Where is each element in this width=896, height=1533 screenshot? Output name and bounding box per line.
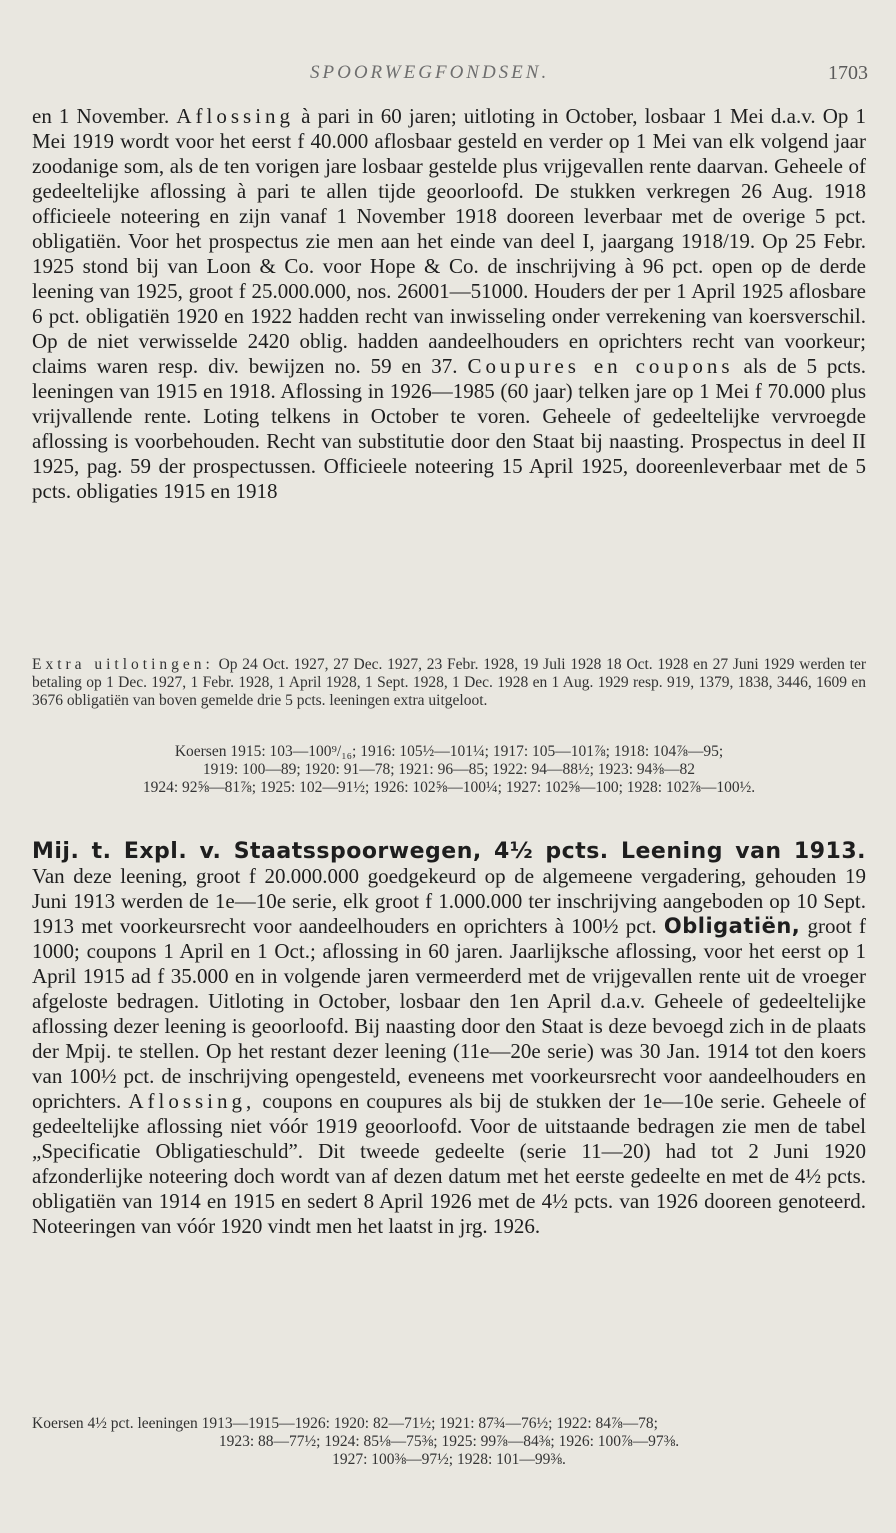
quotes-line: 1927: 100⅜—97½; 1928: 101—99⅜. (332, 1451, 566, 1468)
entry-staatsspoorwegen-1913 (32, 839, 866, 1239)
entry-heading: Mij. t. Expl. v. Staatsspoorwegen, 4½ pcts. Leening van 1913. (32, 839, 866, 864)
spaced-term-aflossing: Aflossing (176, 104, 295, 128)
spaced-term-extra: Extra uitlotingen: (32, 656, 214, 673)
quotes-line: 1919: 100—89; 1920: 91—78; 1921: 96—85; 1922: 94—88½; 1923: 94⅜—82 (202, 761, 696, 778)
quotes-line: 1923: 88—77½; 1924: 85⅛—75⅜; 1925: 99⅞—84⅜; 1926: 100⅞—97⅜. (218, 1433, 680, 1450)
spaced-term-aflossing: Aflossing, (128, 1089, 256, 1113)
extra-drawings-note (32, 656, 866, 710)
paragraph-continuation (32, 104, 866, 504)
paragraph-text: en 1 November. (32, 104, 177, 128)
quotes-line: Koersen 1915: 103—100⁹/₁₆; 1916: 105½—101¼; 1917: 105—101⅞; 1918: 104⅞—95; (174, 743, 724, 760)
quotes-line: Koersen 4½ pct. leeningen 1913—1915—1926: 1920: 82—71½; 1921: 87¾—76½; 1922: 84⅞—78; (32, 1415, 658, 1432)
paragraph-text: coupons en coupures als bij de stukken der 1e—10e serie. Geheele of gedeeltelijke aflossing niet vóór 1919 geoorloofd. Voor de uitstaande bedragen zie men de tabel „Specificatie Obligatieschuld”. Dit tweede gedeelte (serie 11—20) had tot 2 Juni 1920 afzonderlijke noteering doch wordt van af dezen datum met het eerste gedeelte en met de 4½ pcts. obligatiën van 1914 en 1915 en sedert 8 April 1926 met de 4½ pcts. van 1926 dooreen genoteerd. Noteeringen van vóór 1920 vindt men het laatst in jrg. 1926. (32, 1089, 866, 1238)
running-head (0, 62, 896, 88)
paragraph-text: groot f 1000; coupons 1 April en 1 Oct.; aflossing in 60 jaren. Jaarlijksche aflossing, voor het eerst op 1 April 1915 ad f 35.000 en in volgende jaren vermeerderd met de vrijgevallen rente uit de vroeger afgeloste bedragen. Uitloting in October, losbaar den 1en April d.a.v. Geheele of gedeeltelijke aflossing dezer leening is geoorloofd. Bij naasting door den Staat is deze bevoegd zich in de plaats der Mpij. te stellen. Op het restant dezer leening (11e—20e serie) was 30 Jan. 1914 tot den koers van 100½ pct. de inschrijving opengesteld, eveneens met voorkeursrecht voor aandeelhouders en oprichters. (32, 914, 866, 1113)
term-obligatien: Obligatiën, (663, 914, 801, 938)
price-quotes-5pct (32, 743, 866, 797)
page-number: 1703 (828, 62, 868, 84)
paragraph-text: à pari in 60 jaren; uitloting in October, losbaar 1 Mei d.a.v. Op 1 Mei 1919 wordt voor het eerst f 40.000 aflosbaar gesteld en verder op 1 Mei van elk volgend jaar zoodanige som, als de ten vorigen jare losbaar gestelde plus vrijgevallen rente daarvan. Geheele of gedeeltelijke aflossing à pari te allen tijde geoorloofd. De stukken verkregen 26 Aug. 1918 officieele noteering en zijn vanaf 1 November 1918 dooreen leverbaar met de overige 5 pct. obligatiën. Voor het prospectus zie men aan het einde van deel I, jaargang 1918/19. Op 25 Febr. 1925 stond bij van Loon & Co. voor Hope & Co. de inschrijving à 96 pct. open op de derde leening van 1925, groot f 25.000.000, nos. 26001—51000. Houders der per 1 April 1925 aflosbare 6 pct. obligatiën 1920 en 1922 hadden recht van inwisseling onder verrekening van koersverschil. Op de niet verwisselde 2420 oblig. hadden aandeelhouders en oprichters recht van voorkeur; claims waren resp. div. bewijzen no. 59 en 37. (32, 104, 867, 378)
note-text: Op 24 Oct. 1927, 27 Dec. 1927, 23 Febr. 1928, 19 Juli 1928 18 Oct. 1928 en 27 Juni 1929 werden ter betaling op 1 Dec. 1927, 1 Febr. 1928, 1 April 1928, 1 Sept. 1928, 1 Dec. 1928 en 1 Aug. 1929 resp. 919, 1379, 1838, 3446, 1609 en 3676 obligatiën van boven gemelde drie 5 pcts. leeningen extra uitgeloot. (32, 656, 866, 709)
price-quotes-4half-pct (32, 1415, 866, 1469)
quotes-line: 1924: 92⅝—81⅞; 1925: 102—91½; 1926: 102⅝—100¼; 1927: 102⅝—100; 1928: 102⅞—100½. (142, 779, 756, 796)
spaced-term-coupures: Coupures en coupons (467, 354, 734, 378)
paragraph-text: Van deze leening, groot f 20.000.000 goedgekeurd op de algemeene vergadering, gehouden 19 Juni 1913 werden de 1e—10e serie, elk groot f 1.000.000 ter inschrijving aangeboden op 10 Sept. 1913 met voorkeursrecht voor aandeelhouders en oprichters à 100½ pct. (32, 864, 866, 938)
paragraph-text: als de 5 pcts. leeningen van 1915 en 1918. Aflossing in 1926—1985 (60 jaar) telken jare op 1 Mei f 70.000 plus vrijvallende rente. Loting telkens in October te voren. Geheele of gedeeltelijke vervroegde aflossing is voorbehouden. Recht van substitutie door den Staat bij naasting. Prospectus in deel II 1925, pag. 59 der prospectussen. Officieele noteering 15 April 1925, dooreenleverbaar met de 5 pcts. obligaties 1915 en 1918 (32, 354, 866, 503)
running-title: SPOORWEGFONDSEN. (310, 62, 550, 83)
